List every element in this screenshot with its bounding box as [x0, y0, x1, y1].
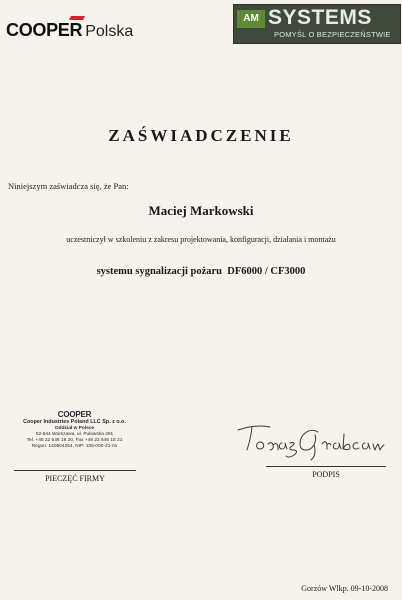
signature-label: PODPIS	[312, 470, 340, 479]
stamp-label: PIECZĘĆ FIRMY	[45, 474, 105, 483]
certificate-intro: Niniejszym zaświadcza się, że Pan:	[8, 181, 129, 191]
am-systems-tagline: POMYŚL O BEZPIECZEŃSTWIE	[274, 30, 391, 39]
signature-divider	[266, 466, 386, 467]
cooper-polska-logo	[6, 20, 133, 41]
cooper-logo-country: Polska	[85, 23, 134, 40]
cooper-logo-name: COOPER	[6, 20, 83, 40]
certificate-title: ZAŚWIADCZENIE	[108, 126, 294, 145]
am-systems-name: SYSTEMS	[268, 6, 372, 29]
stamp-address: 02-844 Warszawa, ul. Puławska 491	[35, 432, 114, 437]
stamp-divider	[14, 470, 136, 471]
stamp-logo: COOPER	[57, 410, 92, 419]
system-name: systemu sygnalizacji pożaru DF6000 / CF3000	[96, 266, 306, 277]
stamp-phone: Tel. +48 22 546 18 20, Fax +48 22 546 18 21	[26, 438, 123, 443]
am-badge: AM	[237, 10, 265, 28]
place-date: Gorzów Wlkp. 09-10-2008	[301, 584, 388, 593]
stamp-branch: Oddział w Polsce	[54, 426, 95, 431]
handwritten-signature	[236, 416, 386, 462]
stamp-ids: Regon: 140604264, NIP: 108-000-21-01	[31, 444, 118, 449]
course-description: uczestniczył w szkoleniu z zakresu projektowania, konfiguracji, działania i montażu	[66, 235, 336, 244]
stamp-company: Cooper Industries Poland LLC Sp. z o.o.	[23, 419, 126, 425]
recipient-name: Maciej Markowski	[148, 203, 254, 218]
am-systems-logo	[233, 4, 401, 44]
company-stamp	[12, 410, 137, 450]
cooper-logo-accent	[69, 16, 85, 20]
